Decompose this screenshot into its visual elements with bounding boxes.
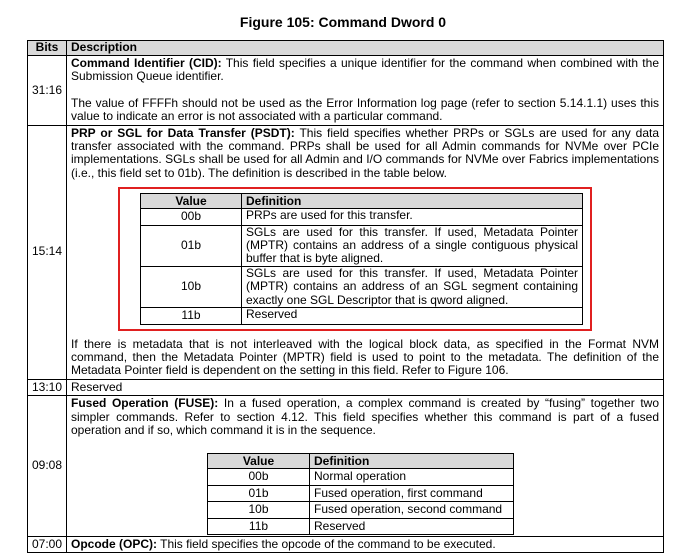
definition-cell: Reserved [242,308,583,324]
table-row [141,308,583,324]
table-row [141,225,583,266]
field-note: The value of FFFFh should not be used as the Error Information log page (refer to section 5.14.1.1) uses this value to indicate an error is not associated with a particular command. [71,95,659,124]
value-cell: 10b [141,266,242,307]
table-row [28,536,664,552]
field-name: PRP or SGL for Data Transfer (PSDT): [71,125,295,140]
value-cell: 11b [141,308,242,324]
table-row [208,518,514,534]
bits-cell: 15:14 [28,125,67,379]
command-dword-table [27,40,664,553]
value-cell: 00b [208,469,310,485]
definition-header: Definition [242,194,583,209]
table-row [28,125,664,379]
bits-cell: 07:00 [28,536,67,552]
value-header: Value [141,194,242,209]
field-text: This field specifies a unique identifier for the command when combined with the Submission Queue identifier. [71,56,659,84]
table-row [141,209,583,225]
bits-cell: 31:16 [28,56,67,126]
field-name: Fused Operation (FUSE): [71,396,219,411]
description-cell [67,536,664,552]
definition-cell: SGLs are used for this transfer. If used, Metadata Pointer (MPTR) contains an address of an SGL segment containing exactly one SGL Descriptor that is qword aligned. [242,266,583,307]
definition-cell: Normal operation [310,469,514,485]
field-text: This field specifies the opcode of the command to be executed. [157,536,496,551]
table-row [28,56,664,126]
table-row [208,502,514,518]
highlight-box [118,187,592,330]
definition-cell: Fused operation, first command [310,485,514,501]
definition-header: Definition [310,454,514,469]
table-row [208,469,514,485]
description-cell [67,56,664,126]
field-text: In a fused operation, a complex command is created by “fusing” together two simpler commands. Refer to section 4.12. This field specifies whether this command is part of a fused operation and if so, which command it is in the sequence. [71,396,659,437]
bits-header: Bits [28,41,67,56]
field-text: This field specifies whether PRPs or SGLs are used for any data transfer associated with the command. PRPs shall be used for all Admin commands for NVMe over PCIe implementations. SGLs shall be used for all Admin and I/O commands for NVMe over Fabrics implementations (i.e., this field set to 01b). The definition is described in the table below. [71,125,660,180]
header-row [28,41,664,56]
description-header: Description [67,41,664,56]
field-name: Opcode (OPC): [71,536,157,551]
field-note: If there is metadata that is not interleaved with the logical block data, as specified in the Format NVM command, then the Metadata Pointer (MPTR) field is used to point to the metadata. The definition of the Metadata Pointer field is dependent on the setting in this field. Refer to Figure 106. [71,336,659,378]
field-name: Command Identifier (CID): [71,56,222,70]
psdt-value-table [140,193,583,324]
value-header: Value [208,454,310,469]
bits-cell: 09:08 [28,396,67,537]
definition-cell: SGLs are used for this transfer. If used, Metadata Pointer (MPTR) contains an address of a single contiguous physical buffer that is byte aligned. [242,225,583,266]
table-row [141,266,583,307]
table-row [28,396,664,537]
table-row [208,485,514,501]
value-cell: 11b [208,518,310,534]
description-cell: Reserved [67,379,664,395]
definition-cell: Fused operation, second command [310,502,514,518]
bits-cell: 13:10 [28,379,67,395]
definition-cell: Reserved [310,518,514,534]
description-cell [67,396,664,537]
value-cell: 01b [141,225,242,266]
fuse-value-table [207,453,514,535]
value-cell: 01b [208,485,310,501]
definition-cell: PRPs are used for this transfer. [242,209,583,225]
table-row [28,379,664,395]
value-cell: 10b [208,502,310,518]
figure-title: Figure 105: Command Dword 0 [239,14,447,30]
description-cell [67,125,664,379]
value-cell: 00b [141,209,242,225]
